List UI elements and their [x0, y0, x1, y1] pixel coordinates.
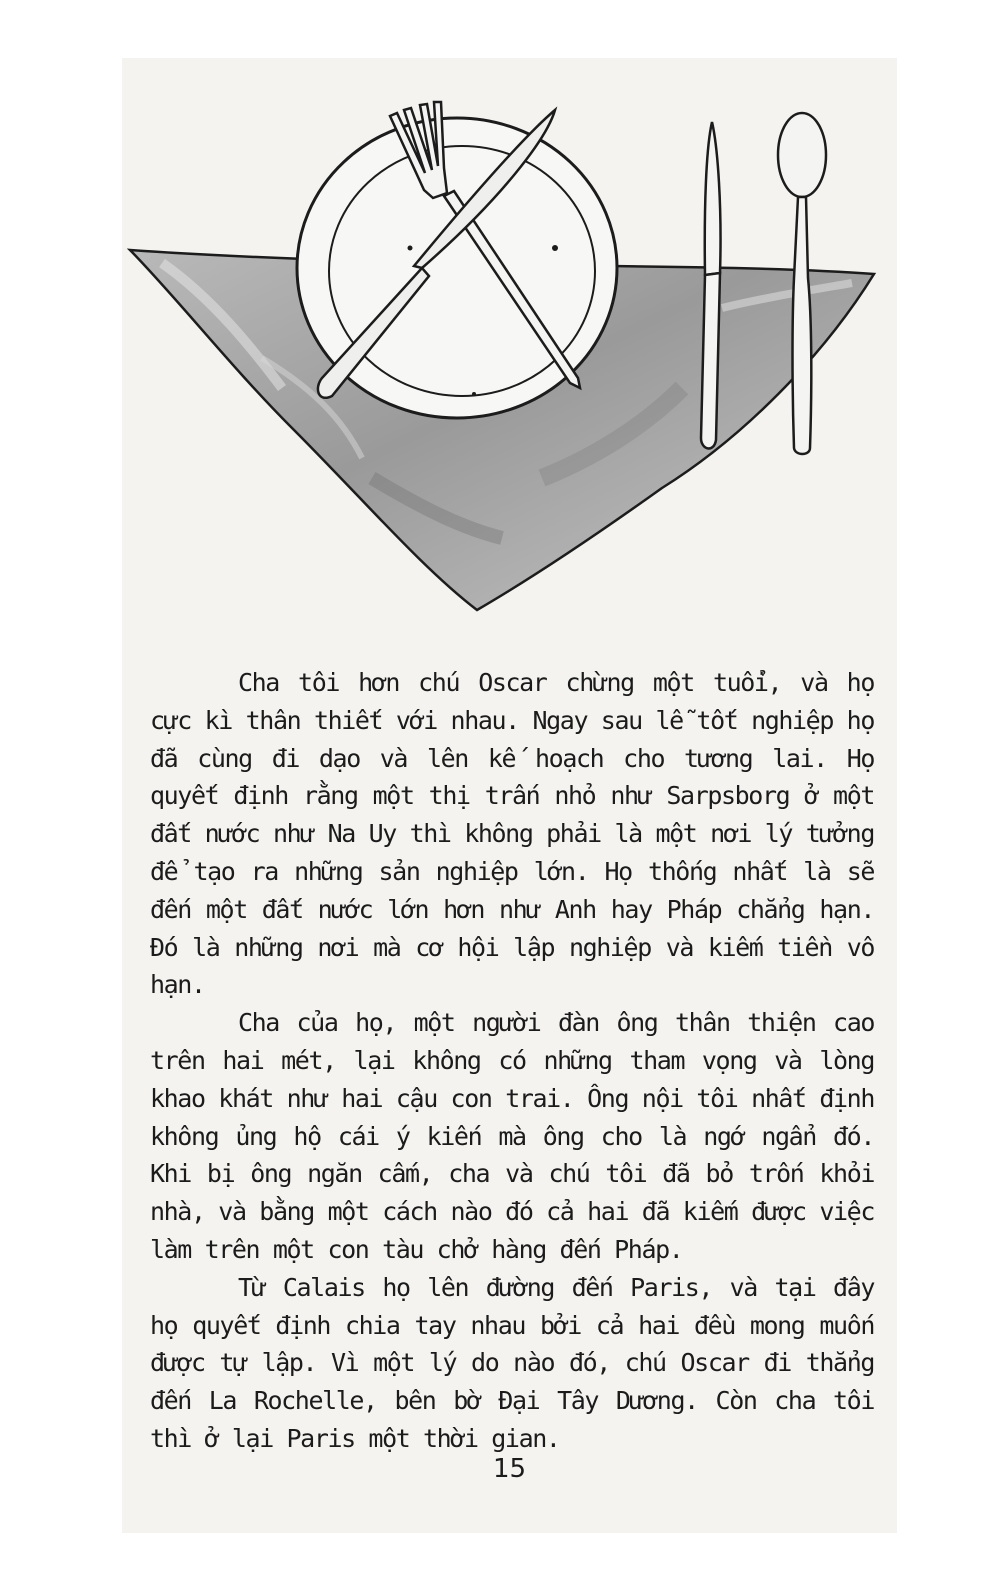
paragraph: Cha tôi hơn chú Oscar chừng một tuổi, và họ cực kì thân thiết với nhau. Ngay sau lễ tốt nghiệp họ đã cùng đi dạo và lên kế hoạch cho tương lai. Họ quyết định rằng một thị trấn nhỏ như Sarpsborg ở một đất nước như Na Uy thì không phải là một nơi lý tưởng để tạo ra những sản nghiệp lớn. Họ thống nhất là sẽ đến một đất nước lớn hơn như Anh hay Pháp chẳng hạn. Đó là những nơi mà cơ hội lập nghiệp và kiếm tiền vô hạn. [150, 668, 874, 1000]
side-knife [701, 122, 721, 448]
page-number: 15 [492, 1454, 527, 1484]
paragraph: Cha của họ, một người đàn ông thân thiện cao trên hai mét, lại không có những tham vọng và lòng khao khát như hai cậu con trai. Ông nội tôi nhất định không ủng hộ cái ý kiến mà ông cho là ngớ ngẩn đó. Khi bị ông ngăn cấm, cha và chú tôi đã bỏ trốn khỏi nhà, và bằng một cách nào đó cả hai đã kiếm được việc làm trên một con tàu chở hàng đến Pháp. [150, 1008, 874, 1264]
table-setting-illustration [122, 58, 897, 628]
book-page [122, 58, 897, 1533]
body-text [150, 664, 874, 1458]
paragraph: Từ Calais họ lên đường đến Paris, và tại đây họ quyết định chia tay nhau bởi cả hai đều mong muốn được tự lập. Vì một lý do nào đó, chú Oscar đi thẳng đến La Rochelle, bên bờ Đại Tây Dương. Còn cha tôi thì ở lại Paris một thời gian. [150, 1272, 874, 1453]
